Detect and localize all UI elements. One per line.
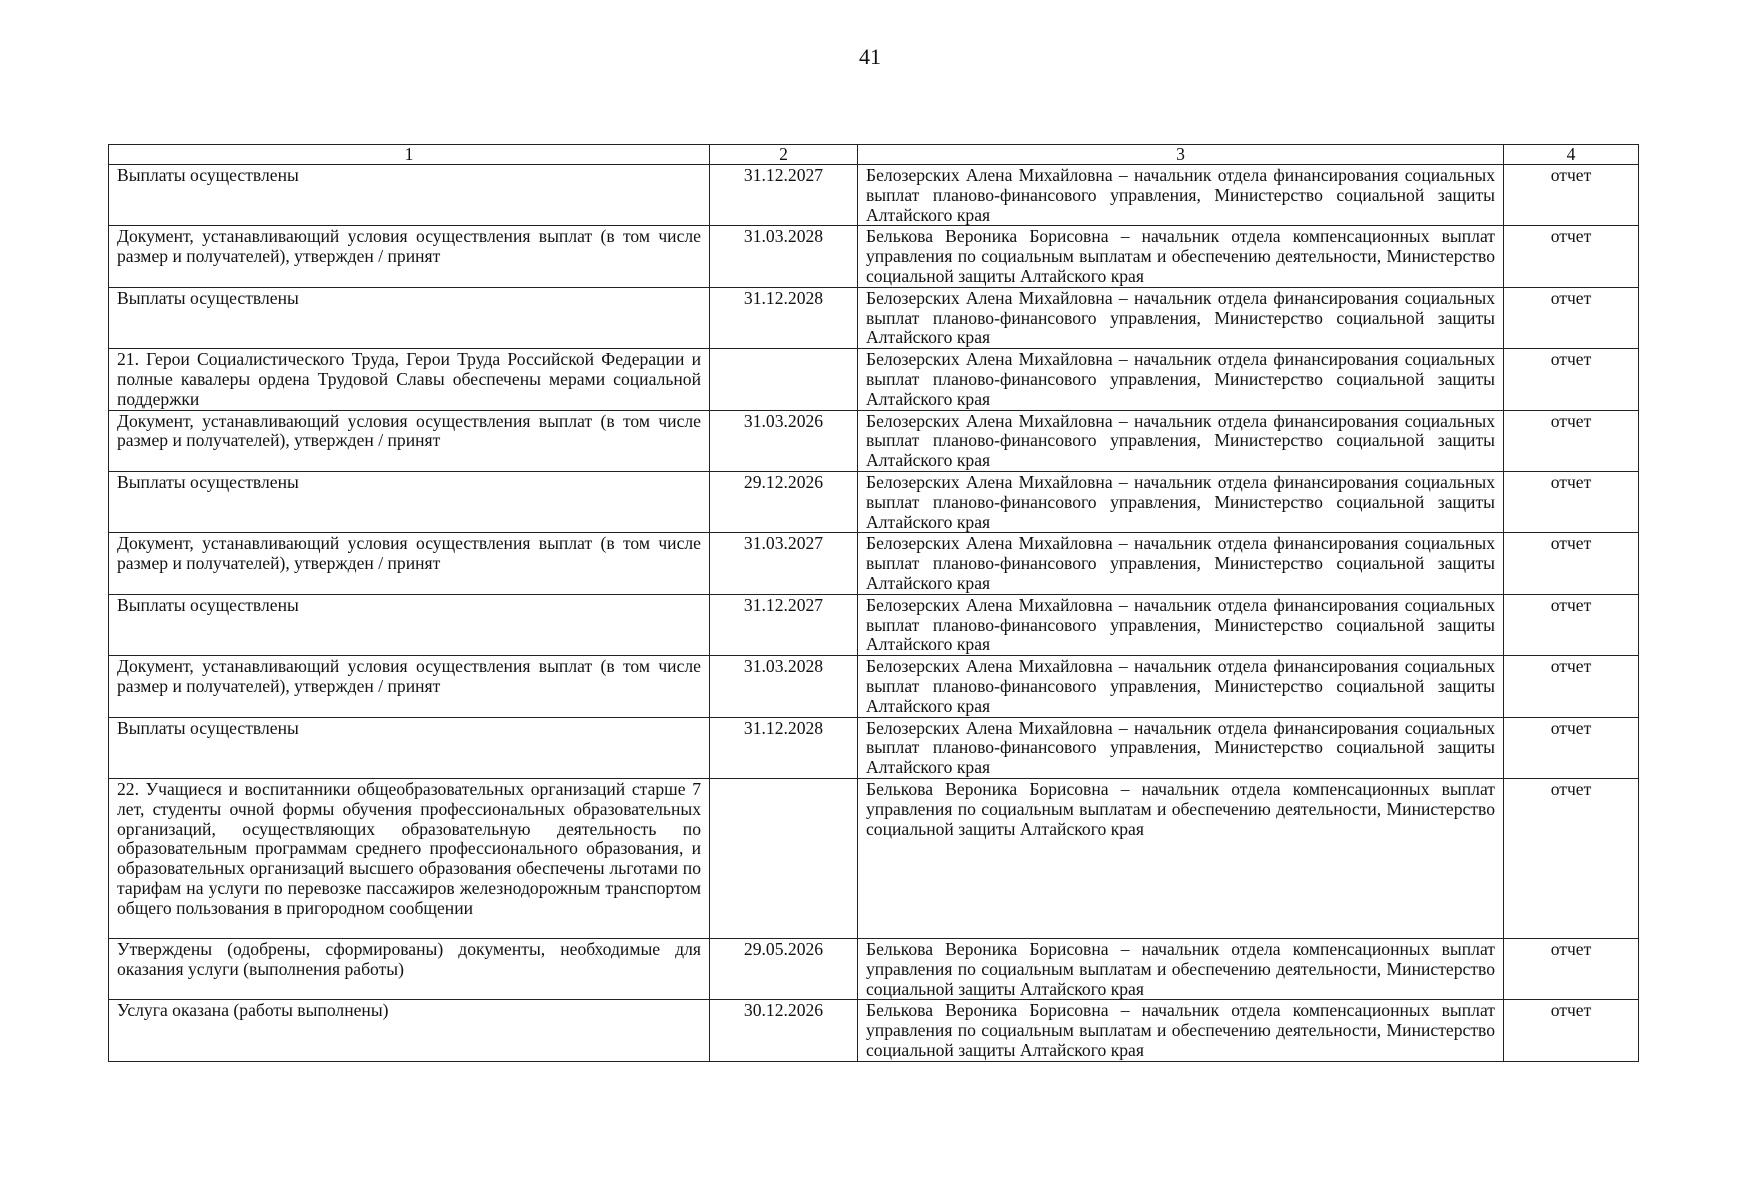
date-cell: 31.12.2028 xyxy=(710,717,858,778)
responsible-cell: Белозерских Алена Михайловна – начальник отдела финансирования социальных выплат планово-финансового управления, Министерство социальной защиты Алтайского края xyxy=(858,717,1504,778)
event-cell: Документ, устанавливающий условия осуществления выплат (в том числе размер и получателей), утвержден / принят xyxy=(109,656,710,717)
column-header-4: 4 xyxy=(1504,145,1639,165)
responsible-cell: Белозерских Алена Михайловна – начальник отдела финансирования социальных выплат планово-финансового управления, Министерство социальной защиты Алтайского края xyxy=(858,533,1504,594)
document-type-cell: отчет xyxy=(1504,594,1639,655)
document-type-cell: отчет xyxy=(1504,938,1639,999)
document-type-cell: отчет xyxy=(1504,778,1639,938)
date-cell: 31.12.2027 xyxy=(710,594,858,655)
event-cell: Выплаты осуществлены xyxy=(109,471,710,532)
date-cell: 31.03.2027 xyxy=(710,533,858,594)
date-cell: 31.12.2028 xyxy=(710,287,858,348)
document-type-cell: отчет xyxy=(1504,226,1639,287)
table-row xyxy=(109,594,1639,655)
event-cell: Выплаты осуществлены xyxy=(109,717,710,778)
document-type-cell: отчет xyxy=(1504,349,1639,410)
table-row xyxy=(109,1000,1639,1061)
table-row xyxy=(109,717,1639,778)
date-cell: 31.03.2026 xyxy=(710,410,858,471)
date-cell xyxy=(710,778,858,938)
table-row xyxy=(109,287,1639,348)
table-row xyxy=(109,349,1639,410)
document-type-cell: отчет xyxy=(1504,287,1639,348)
table-row xyxy=(109,226,1639,287)
event-cell: Выплаты осуществлены xyxy=(109,594,710,655)
responsible-cell: Белозерских Алена Михайловна – начальник отдела финансирования социальных выплат планово-финансового управления, Министерство социальной защиты Алтайского края xyxy=(858,287,1504,348)
responsible-cell: Белозерских Алена Михайловна – начальник отдела финансирования социальных выплат планово-финансового управления, Министерство социальной защиты Алтайского края xyxy=(858,656,1504,717)
responsible-cell: Белозерских Алена Михайловна – начальник отдела финансирования социальных выплат планово-финансового управления, Министерство социальной защиты Алтайского края xyxy=(858,594,1504,655)
table-row xyxy=(109,656,1639,717)
event-cell: Документ, устанавливающий условия осуществления выплат (в том числе размер и получателей), утвержден / принят xyxy=(109,226,710,287)
responsible-cell: Белькова Вероника Борисовна – начальник отдела компенсационных выплат управления по социальным выплатам и обеспечению деятельности, Министерство социальной защиты Алтайского края xyxy=(858,778,1504,938)
date-cell: 29.12.2026 xyxy=(710,471,858,532)
table-row xyxy=(109,938,1639,999)
event-cell: Выплаты осуществлены xyxy=(109,165,710,226)
column-header-2: 2 xyxy=(710,145,858,165)
document-type-cell: отчет xyxy=(1504,717,1639,778)
date-cell: 31.03.2028 xyxy=(710,656,858,717)
responsible-cell: Белозерских Алена Михайловна – начальник отдела финансирования социальных выплат планово-финансового управления, Министерство социальной защиты Алтайского края xyxy=(858,410,1504,471)
column-header-3: 3 xyxy=(858,145,1504,165)
date-cell: 30.12.2026 xyxy=(710,1000,858,1061)
table-header-row xyxy=(109,145,1639,165)
column-header-1: 1 xyxy=(109,145,710,165)
date-cell: 29.05.2026 xyxy=(710,938,858,999)
table-row xyxy=(109,471,1639,532)
date-cell: 31.03.2028 xyxy=(710,226,858,287)
event-cell: 21. Герои Социалистического Труда, Герои Труда Российской Федерации и полные кавалеры ордена Трудовой Славы обеспечены мерами социальной поддержки xyxy=(109,349,710,410)
date-cell xyxy=(710,349,858,410)
event-cell: Документ, устанавливающий условия осуществления выплат (в том числе размер и получателей), утвержден / принят xyxy=(109,410,710,471)
page-number: 41 xyxy=(859,44,881,69)
responsible-cell: Белькова Вероника Борисовна – начальник отдела компенсационных выплат управления по социальным выплатам и обеспечению деятельности, Министерство социальной защиты Алтайского края xyxy=(858,226,1504,287)
document-type-cell: отчет xyxy=(1504,410,1639,471)
responsible-cell: Белозерских Алена Михайловна – начальник отдела финансирования социальных выплат планово-финансового управления, Министерство социальной защиты Алтайского края xyxy=(858,165,1504,226)
event-cell: Выплаты осуществлены xyxy=(109,287,710,348)
event-cell: Документ, устанавливающий условия осуществления выплат (в том числе размер и получателей), утвержден / принят xyxy=(109,533,710,594)
date-cell: 31.12.2027 xyxy=(710,165,858,226)
event-cell: 22. Учащиеся и воспитанники общеобразовательных организаций старше 7 лет, студенты очной формы обучения профессиональных образовательных организаций, осуществляющих образовательную деятельность по образовательным программам среднего профессионального образования, и образовательных организаций высшего образования обеспечены льготами по тарифам на услуги по перевозке пассажиров железнодорожным транспортом общего пользования в пригородном сообщении xyxy=(109,778,710,938)
responsible-cell: Белькова Вероника Борисовна – начальник отдела компенсационных выплат управления по социальным выплатам и обеспечению деятельности, Министерство социальной защиты Алтайского края xyxy=(858,938,1504,999)
table-row xyxy=(109,778,1639,938)
document-type-cell: отчет xyxy=(1504,533,1639,594)
document-type-cell: отчет xyxy=(1504,471,1639,532)
table-row xyxy=(109,533,1639,594)
event-cell: Услуга оказана (работы выполнены) xyxy=(109,1000,710,1061)
responsible-cell: Белозерских Алена Михайловна – начальник отдела финансирования социальных выплат планово-финансового управления, Министерство социальной защиты Алтайского края xyxy=(858,349,1504,410)
responsible-cell: Белозерских Алена Михайловна – начальник отдела финансирования социальных выплат планово-финансового управления, Министерство социальной защиты Алтайского края xyxy=(858,471,1504,532)
document-type-cell: отчет xyxy=(1504,165,1639,226)
event-cell: Утверждены (одобрены, сформированы) документы, необходимые для оказания услуги (выполнения работы) xyxy=(109,938,710,999)
document-type-cell: отчет xyxy=(1504,1000,1639,1061)
table-row xyxy=(109,165,1639,226)
table-row xyxy=(109,410,1639,471)
document-type-cell: отчет xyxy=(1504,656,1639,717)
responsible-cell: Белькова Вероника Борисовна – начальник отдела компенсационных выплат управления по социальным выплатам и обеспечению деятельности, Министерство социальной защиты Алтайского края xyxy=(858,1000,1504,1061)
control-points-table xyxy=(108,144,1639,1062)
